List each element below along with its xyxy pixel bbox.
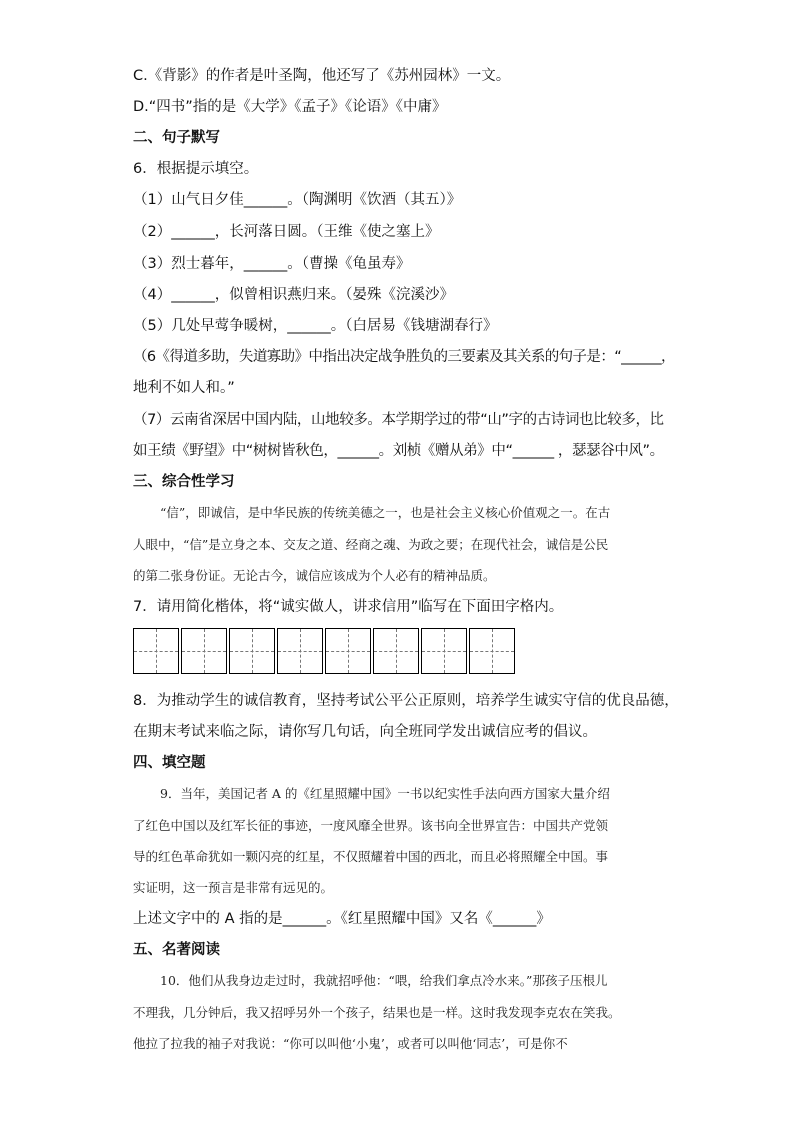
- option-d: D.“四书”指的是《大学》《孟子》《论语》《中庸》: [133, 99, 447, 115]
- question-6-item-1: （1）山气日夕佳______。（陶渊明《饮酒（其五）》: [133, 192, 462, 208]
- passage-integrity-line-3: 的第二张身份证。无论古今，诚信应该成为个人必有的精神品质。: [133, 568, 496, 583]
- tianzige-cell[interactable]: [229, 628, 275, 674]
- tianzige-cell[interactable]: [181, 628, 227, 674]
- passage-red-star-line-2: 了红色中国以及红军长征的事迹，一度风靡全世界。该书向全世界宣告：中国共产党领: [133, 818, 609, 833]
- tianzige-cell[interactable]: [277, 628, 323, 674]
- question-6-item-3: （3）烈士暮年，______。（曹操《龟虽寿》: [133, 256, 411, 272]
- question-8: 8．为推动学生的诚信教育，坚持考试公平公正原则，培养学生诚实守信的优良品德，: [133, 693, 679, 709]
- passage-integrity-line-1: “信”，即诚信，是中华民族的传统美德之一，也是社会主义核心价值观之一。在古: [160, 505, 611, 520]
- question-6-item-4: （4）______，似曾相识燕归来。（晏殊《浣溪沙》: [133, 287, 454, 303]
- passage-red-star-line-1: 9．当年，美国记者 A 的《红星照耀中国》一书以纪实性手法向西方国家大量介绍: [160, 786, 610, 801]
- section-heading-2: 二、句子默写: [133, 130, 220, 146]
- section-heading-5: 五、名著阅读: [133, 942, 220, 958]
- passage-integrity-line-2: 人眼中，“信”是立身之本、交友之道、经商之魂、为政之要；在现代社会，诚信是公民: [133, 537, 609, 552]
- tianzige-grid: [133, 628, 517, 674]
- passage-red-star-line-4: 实证明，这一预言是非常有远见的。: [133, 880, 334, 895]
- tianzige-cell[interactable]: [373, 628, 419, 674]
- passage-classic-line-3: 他拉了拉我的袖子对我说：“你可以叫他‘小鬼’，或者可以叫他‘同志’，可是你不: [133, 1036, 568, 1051]
- passage-classic-line-1: 10．他们从我身边走过时，我就招呼他：“喂，给我们拿点冷水来。”那孩子压根儿: [160, 973, 608, 988]
- section-heading-3: 三、综合性学习: [133, 474, 235, 490]
- question-6-item-2: （2）______，长河落日圆。（王维《使之塞上》: [133, 224, 440, 240]
- passage-classic-line-2: 不理我，几分钟后，我又招呼另外一个孩子，结果也是一样。这时我发现李克农在笑我。: [133, 1005, 621, 1020]
- question-8-cont: 在期末考试来临之际，请你写几句话，向全班同学发出诚信应考的倡议。: [133, 724, 597, 740]
- question-6-item-7: （7）云南省深居中国内陆，山地较多。本学期学过的带“山”字的古诗词也比较多，比: [133, 412, 664, 428]
- section-heading-4: 四、填空题: [133, 755, 206, 771]
- question-9: 上述文字中的 A 指的是______。《红星照耀中国》又名《______》: [133, 911, 551, 927]
- question-7: 7．请用简化楷体，将“诚实做人，讲求信用”临写在下面田字格内。: [133, 599, 564, 615]
- question-6-item-7-cont: 如王绩《野望》中“树树皆秋色，______。刘桢《赠从弟》中“______ ，瑟瑟谷中风”。: [133, 443, 664, 459]
- question-6-item-6-cont: 地利不如人和。”: [133, 380, 235, 396]
- tianzige-cell[interactable]: [421, 628, 467, 674]
- question-6-item-5: （5）几处早莺争暖树，______。（白居易《钱塘湖春行》: [133, 318, 498, 334]
- tianzige-cell[interactable]: [133, 628, 179, 674]
- question-6: 6．根据提示填空。: [133, 161, 259, 177]
- option-c: C.《背影》的作者是叶圣陶，他还写了《苏州园林》一文。: [133, 68, 511, 84]
- tianzige-cell[interactable]: [325, 628, 371, 674]
- question-6-item-6: （6《得道多助，失道寡助》中指出决定战争胜负的三要素及其关系的句子是：“______，: [133, 349, 675, 365]
- passage-red-star-line-3: 导的红色革命犹如一颗闪亮的红星，不仅照耀着中国的西北，而且必将照耀全中国。事: [133, 849, 609, 864]
- tianzige-cell[interactable]: [469, 628, 515, 674]
